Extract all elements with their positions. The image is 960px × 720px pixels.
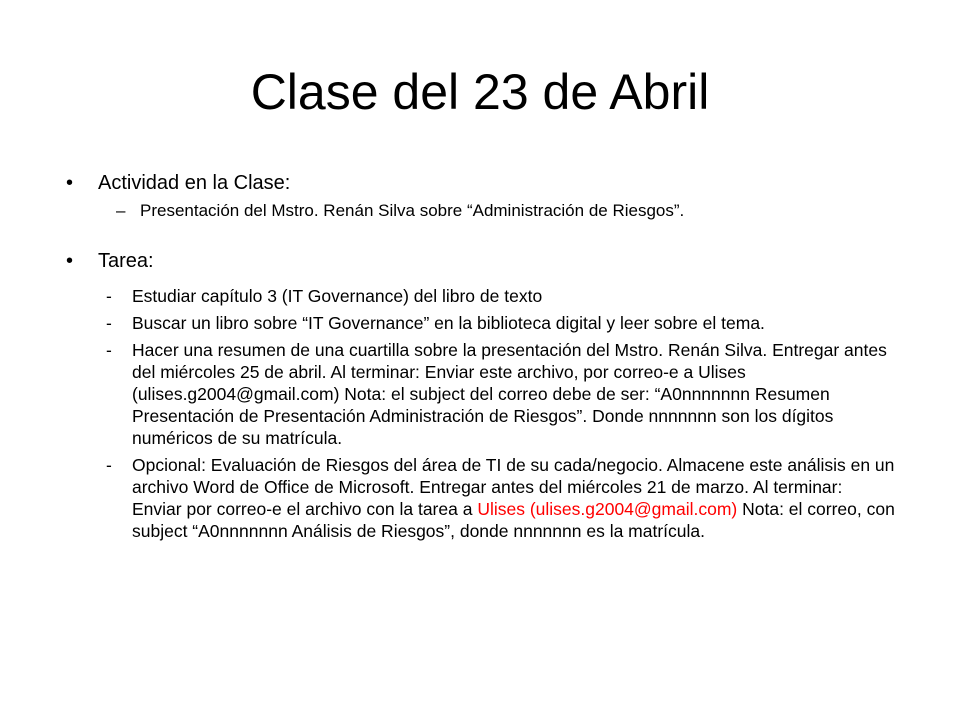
dash-icon: - [106, 286, 112, 306]
email-link-highlight: Ulises (ulises.g2004@gmail.com) [477, 499, 738, 519]
task-item-3 [66, 339, 896, 449]
task-text-after: Nota: el correo, con subject “A0nnnnnnn Análisis de Riesgos”, donde nnnnnnn es la matrícula. [132, 499, 895, 541]
heading-actividad: Actividad en la Clase: [98, 172, 291, 194]
task-item-2 [66, 312, 896, 334]
bullet-icon: • [66, 250, 74, 272]
bullet-icon: • [66, 172, 74, 194]
slide-content [66, 170, 896, 542]
slide-title: Clase del 23 de Abril [250, 64, 710, 120]
subitem-text: Presentación del Mstro. Renán Silva sobre “Administración de Riesgos”. [140, 201, 685, 220]
task-item-4 [66, 454, 896, 542]
task-text: Buscar un libro sobre “IT Governance” en la biblioteca digital y leer sobre el tema. [132, 313, 765, 333]
dash-icon: – [116, 201, 126, 220]
subitem-presentacion [66, 200, 896, 222]
heading-tarea: Tarea: [98, 250, 154, 272]
dash-icon: - [106, 340, 112, 360]
task-text-before: Opcional: Evaluación de Riesgos del área de TI de su cada/negocio. Almacene este análisis en un archivo Word de Office de Microsoft. Entregar antes del miércoles 21 de marzo. Al terminar: Enviar por correo-e el archivo con la tarea a [132, 455, 895, 519]
task-item-1 [66, 285, 896, 307]
dash-icon: - [106, 313, 112, 333]
dash-icon: - [106, 455, 112, 475]
task-text: Estudiar capítulo 3 (IT Governance) del libro de texto [132, 286, 543, 306]
task-text: Hacer una resumen de una cuartilla sobre la presentación del Mstro. Renán Silva. Entregar antes del miércoles 25 de abril. Al terminar: Enviar este archivo, por correo-e a Ulises (ulises.g2004@gmail.com) Nota: el subject del correo debe de ser: “A0nnnnnnn Resumen Presentación de Presentación Administración de Riesgos”. Donde nnnnnnn son los dígitos numéricos de su matrícula. [132, 340, 887, 448]
bullet-tarea [66, 248, 896, 274]
bullet-actividad [66, 170, 896, 196]
